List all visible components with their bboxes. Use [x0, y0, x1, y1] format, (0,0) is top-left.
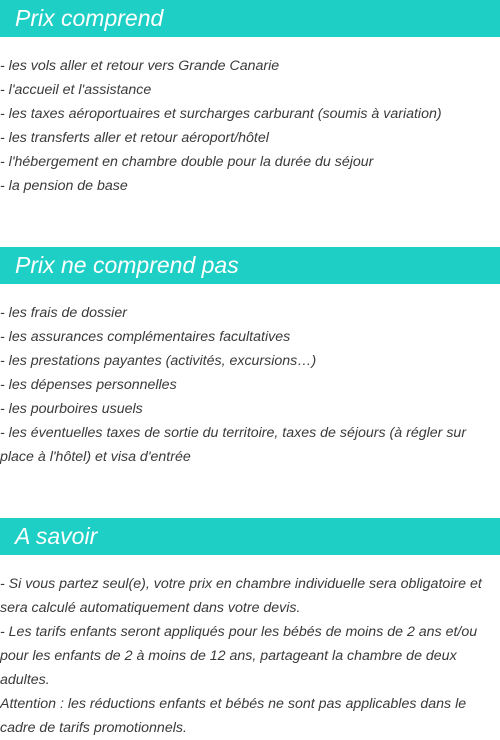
- section-header-prix-ne-comprend-pas: [0, 247, 500, 284]
- list-item: - l'hébergement en chambre double pour la durée du séjour: [0, 154, 374, 170]
- list-item: - les assurances complémentaires facultatives: [0, 329, 291, 345]
- list-item: - les frais de dossier: [0, 305, 127, 321]
- list-item: Attention : les réductions enfants et bébés ne sont pas applicables dans le cadre de tarifs promotionnels.: [0, 696, 467, 736]
- list-item: - Les tarifs enfants seront appliqués pour les bébés de moins de 2 ans et/ou pour les enfants de 2 à moins de 12 ans, partageant la chambre de deux adultes.: [0, 624, 478, 688]
- list-item: - l'accueil et l'assistance: [0, 82, 152, 98]
- section-header-prix-comprend: [0, 0, 500, 37]
- section-title: Prix comprend: [15, 5, 164, 31]
- section-title: Prix ne comprend pas: [15, 252, 239, 278]
- list-item: - la pension de base: [0, 178, 128, 194]
- list-item: - les transferts aller et retour aéroport/hôtel: [0, 130, 269, 146]
- list-item: - les pourboires usuels: [0, 401, 143, 417]
- section-header-a-savoir: [0, 518, 500, 555]
- list-item: - les éventuelles taxes de sortie du territoire, taxes de séjours (à régler sur place à l'hôtel) et visa d'entrée: [0, 425, 467, 465]
- section-title: A savoir: [15, 523, 98, 549]
- list-item: - les taxes aéroportuaires et surcharges carburant (soumis à variation): [0, 106, 442, 122]
- list-item: - les dépenses personnelles: [0, 377, 177, 393]
- list-item: - Si vous partez seul(e), votre prix en chambre individuelle sera obligatoire et sera calculé automatiquement dans votre devis.: [0, 576, 482, 616]
- list-item: - les prestations payantes (activités, excursions…): [0, 353, 317, 369]
- prix-comprend-list: [0, 54, 500, 198]
- prix-ne-comprend-pas-list: [0, 301, 500, 469]
- list-item: - les vols aller et retour vers Grande Canarie: [0, 58, 280, 74]
